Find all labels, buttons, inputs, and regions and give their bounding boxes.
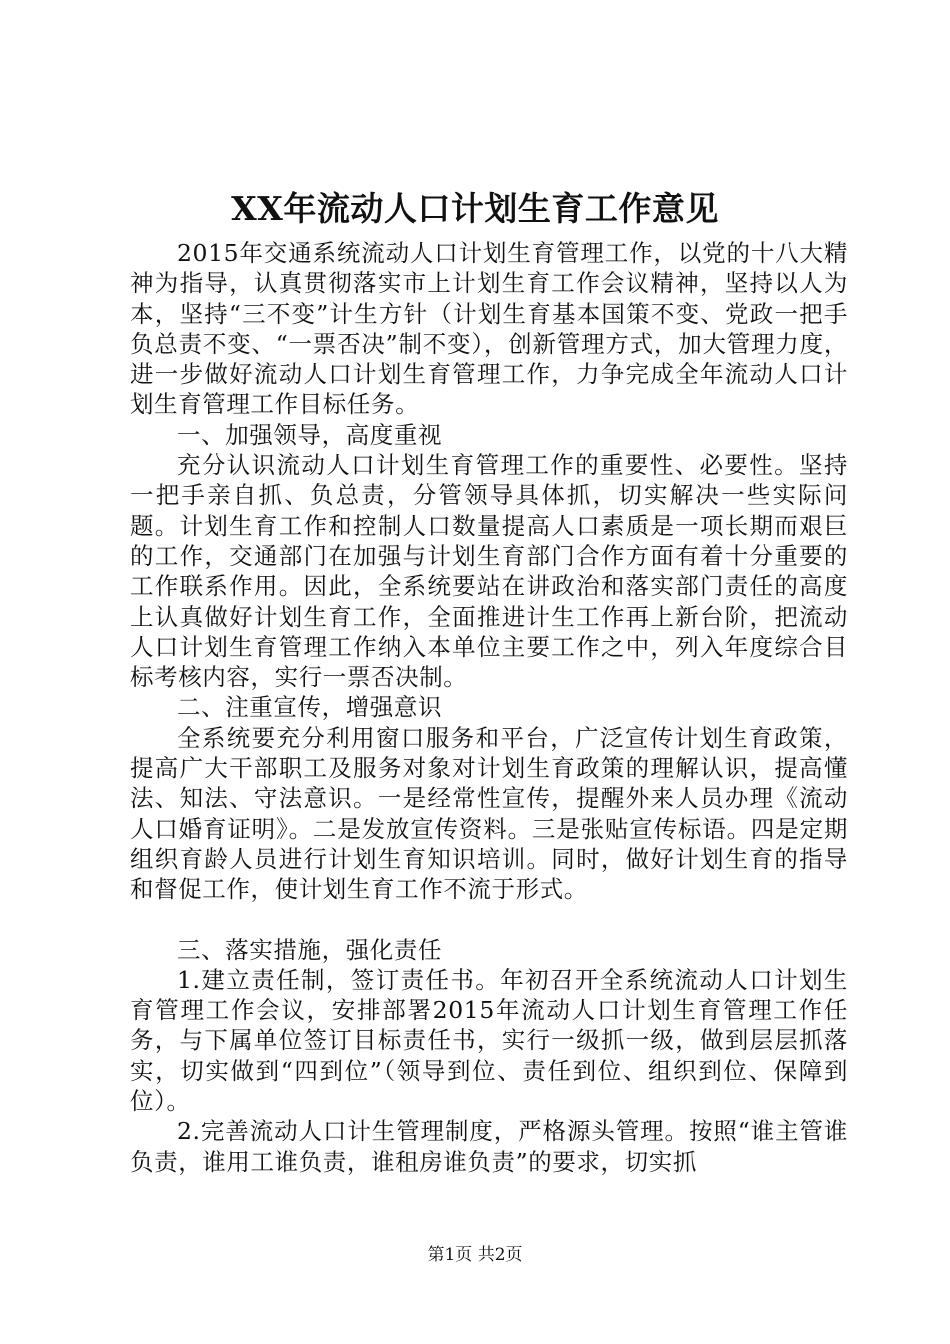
document-body bbox=[130, 238, 848, 1177]
section-1-paragraph: 充分认识流动人口计划生育管理工作的重要性、必要性。坚持一把手亲自抓、负总责，分管领导具体抓，切实解决一些实际问题。计划生育工作和控制人口数量提高人口素质是一项长期而艰巨的工作，交通部门在加强与计划生育部门合作方面有着十分重要的工作联系作用。因此，全系统要站在讲政治和落实部门责任的高度上认真做好计划生育工作，全面推进计生工作再上新台阶，把流动人口计划生育管理工作纳入本单位主要工作之中，列入年度综合目标考核内容，实行一票否决制。 bbox=[130, 451, 848, 692]
section-heading-2: 二、注重宣传，增强意识 bbox=[177, 693, 443, 722]
intro-paragraph: 2015年交通系统流动人口计划生育管理工作，以党的十八大精神为指导，认真贯彻落实市上计划生育工作会议精神，坚持以人为本，坚持“三不变”计生方针（计划生育基本国策不变、党政一把手负总责不变、“一票否决”制不变），创新管理方式，加大管理力度，进一步做好流动人口计划生育管理工作，力争完成全年流动人口计划生育管理工作目标任务。 bbox=[130, 239, 848, 419]
page-number-footer: 第1页 共2页 bbox=[427, 1245, 523, 1265]
section-heading-3: 三、落实措施，强化责任 bbox=[177, 935, 443, 964]
section-3-item-2: 2.完善流动人口计生管理制度，严格源头管理。按照“谁主管谁负责，谁用工谁负责，谁租房谁负责”的要求，切实抓 bbox=[130, 1117, 848, 1176]
document-title: XX年流动人口计划生育工作意见 bbox=[231, 189, 719, 228]
section-2-paragraph: 全系统要充分利用窗口服务和平台，广泛宣传计划生育政策，提高广大干部职工及服务对象对计划生育政策的理解认识，提高懂法、知法、守法意识。一是经常性宣传，提醒外来人员办理《流动人口婚育证明》。二是发放宣传资料。三是张贴宣传标语。四是定期组织育龄人员进行计划生育知识培训。同时，做好计划生育的指导和督促工作，使计划生育工作不流于形式。 bbox=[130, 723, 848, 904]
section-heading-1: 一、加强领导，高度重视 bbox=[177, 420, 443, 449]
section-3-item-1: 1.建立责任制，签订责任书。年初召开全系统流动人口计划生育管理工作会议，安排部署2015年流动人口计划生育管理工作任务，与下属单位签订目标责任书，实行一级抓一级，做到层层抓落实，切实做到“四到位”（领导到位、责任到位、组织到位、保障到位）。 bbox=[130, 965, 848, 1116]
